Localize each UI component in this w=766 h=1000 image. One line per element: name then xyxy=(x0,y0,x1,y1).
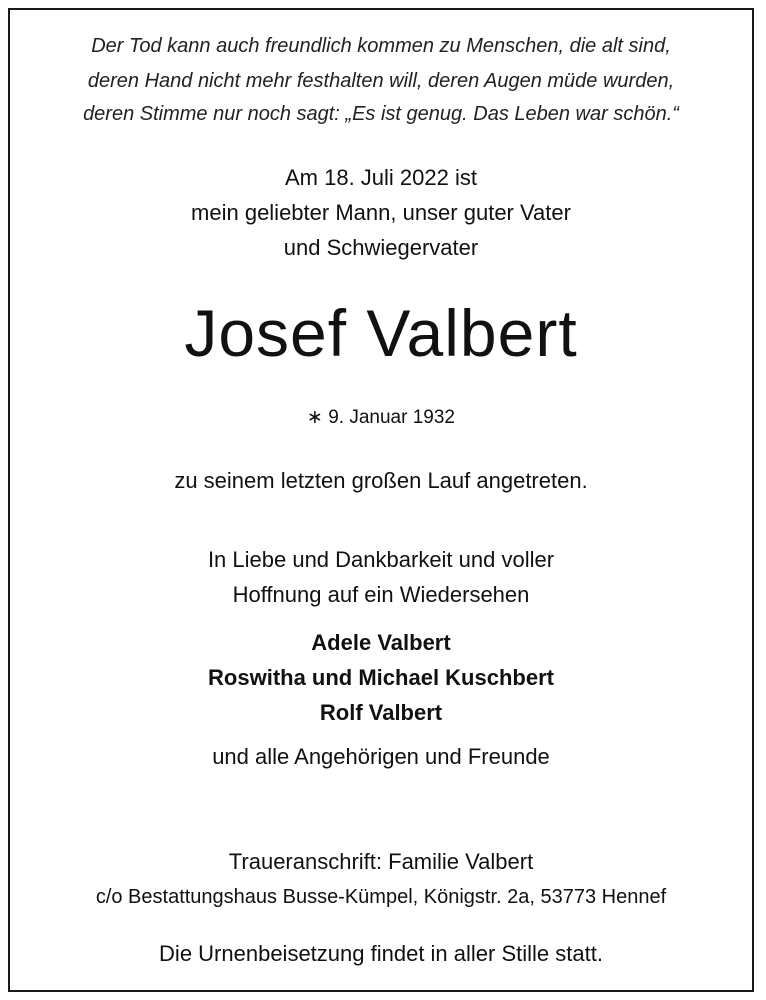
address-line-2: c/o Bestattungshaus Busse-Kümpel, Königstr. 2a, 53773 Hennef xyxy=(95,886,667,908)
farewell-line-1: In Liebe und Dankbarkeit und voller xyxy=(207,547,555,572)
quote-line-3: deren Stimme nur noch sagt: „Es ist genug. Das Leben war schön.“ xyxy=(83,103,679,125)
passing-text: zu seinem letzten großen Lauf angetreten. xyxy=(174,468,588,493)
intro-line-3: und Schwiegervater xyxy=(283,235,479,260)
birth-date: ∗ 9. Januar 1932 xyxy=(307,407,455,428)
quote-line-1: Der Tod kann auch freundlich kommen zu Menschen, die alt sind, xyxy=(91,35,671,57)
mourner-name: Roswitha und Michael Kuschbert xyxy=(208,665,554,690)
relatives-text: und alle Angehörigen und Freunde xyxy=(212,744,550,769)
mourner-name: Rolf Valbert xyxy=(319,700,443,725)
quote-line-2: deren Hand nicht mehr festhalten will, deren Augen müde wurden, xyxy=(87,70,675,92)
address-line-1: Traueranschrift: Familie Valbert xyxy=(228,849,534,874)
intro-line-2: mein geliebter Mann, unser guter Vater xyxy=(191,200,571,225)
obituary-notice xyxy=(8,8,754,992)
mourner-name: Adele Valbert xyxy=(311,630,451,655)
farewell-line-2: Hoffnung auf ein Wiedersehen xyxy=(232,582,530,607)
closing-text: Die Urnenbeisetzung findet in aller Stille statt. xyxy=(159,941,603,966)
intro-line-1: Am 18. Juli 2022 ist xyxy=(285,165,477,190)
deceased-name: Josef Valbert xyxy=(184,296,578,370)
